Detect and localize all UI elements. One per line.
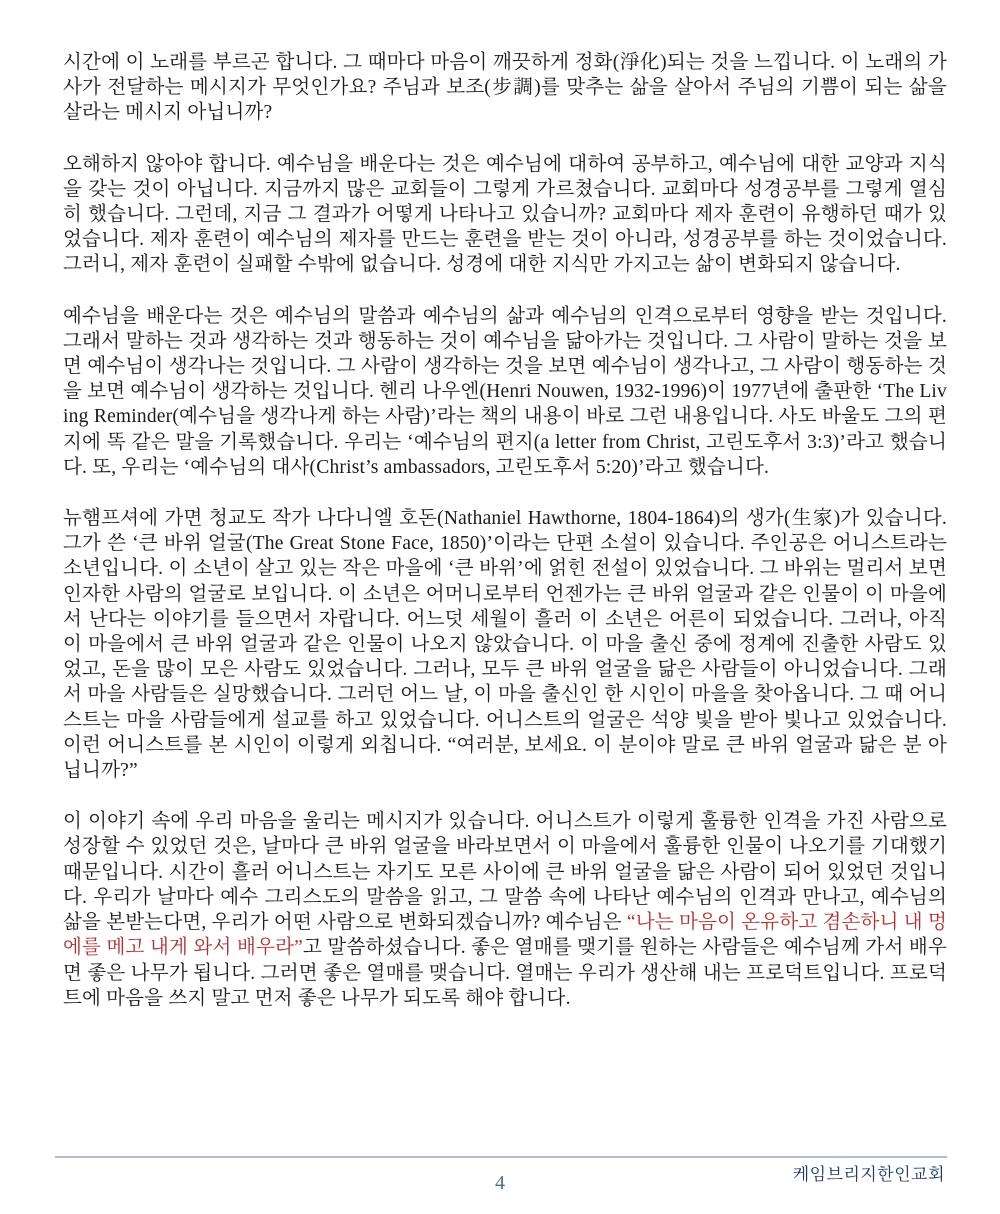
- sermon-text-block: [63, 50, 947, 1037]
- page-number: 4: [495, 1172, 505, 1194]
- paragraph-2: 오해하지 않아야 합니다. 예수님을 배운다는 것은 예수님에 대하여 공부하고, 예수님에 대한 교양과 지식을 갖는 것이 아닙니다. 지금까지 많은 교회들이 그렇게 가르쳤습니다. 교회마다 성경공부를 그렇게 열심히 했습니다. 그런데, 지금 그 결과가 어떻게 나타나고 있습니까? 교회마다 제자 훈련이 유행하던 때가 있었습니다. 제자 훈련이 예수님의 제자를 만드는 훈련을 받는 것이 아니라, 성경공부를 하는 것이었습니다. 그러니, 제자 훈련이 실패할 수밖에 없습니다. 성경에 대한 지식만 가지고는 삶이 변화되지 않습니다.: [63, 153, 947, 276]
- footer-church-name: 케임브리지한인교회: [792, 1165, 945, 1184]
- paragraph-3: 예수님을 배운다는 것은 예수님의 말씀과 예수님의 삶과 예수님의 인격으로부터 영향을 받는 것입니다. 그래서 말하는 것과 생각하는 것과 행동하는 것이 예수님을 닮아가는 것입니다. 그 사람이 말하는 것을 보면 예수님이 생각나는 것입니다. 그 사람이 생각하는 것을 보면 예수님이 생각나고, 그 사람이 행동하는 것을 보면 예수님이 생각하는 것입니다. 헨리 나우엔(Henri Nouwen, 1932-1996)이 1977년에 출판한 ‘The Living Reminder(예수님을 생각나게 하는 사람)’라는 책의 내용이 바로 그런 내용입니다. 사도 바울도 그의 편지에 똑 같은 말을 기록했습니다. 우리는 ‘예수님의 편지(a letter from Christ, 고린도후서 3:3)’라고 했습니다. 또, 우리는 ‘예수님의 대사(Christ’s ambassadors, 고린도후서 5:20)’라고 했습니다.: [63, 305, 947, 478]
- paragraph-5-lead: 이 이야기 속에 우리 마음을 울리는 메시지가 있습니다. 어니스트가 이렇게 훌륭한 인격을 가진 사람으로 성장할 수 있었던 것은, 날마다 큰 바위 얼굴을 바라보면서 이 마을에서 훌륭한 인물이 나오기를 기대했기 때문입니다. 시간이 흘러 어니스트는 자기도 모른 사이에 큰 바위 얼굴을 닮은 사람이 되어 있었던 것입니다. 우리가 날마다 예수 그리스도의 말씀을 읽고, 그 말씀 속에 나타난 예수님의 인격과 만나고, 예수님의 삶을 본받는다면, 우리가 어떤 사람으로 변화되겠습니까? 예수님은: [63, 811, 947, 934]
- paragraph-1: 시간에 이 노래를 부르곤 합니다. 그 때마다 마음이 깨끗하게 정화(淨化)되는 것을 느낍니다. 이 노래의 가사가 전달하는 메시지가 무엇인가요? 주님과 보조(步調)를 맞추는 삶을 살아서 주님의 기쁨이 되는 삶을 살라는 메시지 아닙니까?: [63, 52, 947, 124]
- footer-divider-line: [55, 1156, 947, 1158]
- scripture-quote-red: “나는 마음이 온유하고 겸손하니 내 멍에를 메고 내게 와서 배우라”: [63, 912, 947, 959]
- paragraph-5-tail: 고 말씀하셨습니다. 좋은 열매를 맺기를 원하는 사람들은 예수님께 가서 배우면 좋은 나무가 됩니다. 그러면 좋은 열매를 맺습니다. 열매는 우리가 생산해 내는 프로덕트입니다. 프로덕트에 마음을 쓰지 말고 먼저 좋은 나무가 되도록 해야 합니다.: [63, 937, 948, 1009]
- paragraph-5: [63, 809, 947, 1011]
- paragraph-4: 뉴햄프셔에 가면 청교도 작가 나다니엘 호돈(Nathaniel Hawthorne, 1804-1864)의 생가(生家)가 있습니다. 그가 쓴 ‘큰 바위 얼굴(The Great Stone Face, 1850)’이라는 단편 소설이 있습니다. 주인공은 어니스트라는 소년입니다. 이 소년이 살고 있는 작은 마을에 ‘큰 바위’에 얽힌 전설이 있었습니다. 그 바위는 멀리서 보면 인자한 사람의 얼굴로 보입니다. 이 소년은 어머니로부터 언젠가는 큰 바위 얼굴과 같은 인물이 이 마을에서 난다는 이야기를 들으면서 자랍니다. 어느덧 세월이 흘러 이 소년은 어른이 되었습니다. 그러나, 아직 이 마을에서 큰 바위 얼굴과 같은 인물이 나오지 않았습니다. 이 마을 출신 중에 정계에 진출한 사람도 있었고, 돈을 많이 모은 사람도 있었습니다. 그러나, 모두 큰 바위 얼굴을 닮은 사람들이 아니었습니다. 그래서 마을 사람들은 실망했습니다. 그러던 어느 날, 이 마을 출신인 한 시인이 마을을 찾아옵니다. 그 때 어니스트는 마을 사람들에게 설교를 하고 있었습니다. 어니스트의 얼굴은 석양 빛을 받아 빛나고 있었습니다. 이런 어니스트를 본 시인이 이렇게 외칩니다. “여러분, 보세요. 이 분이야 말로 큰 바위 얼굴과 닮은 분 아닙니까?”: [63, 508, 947, 782]
